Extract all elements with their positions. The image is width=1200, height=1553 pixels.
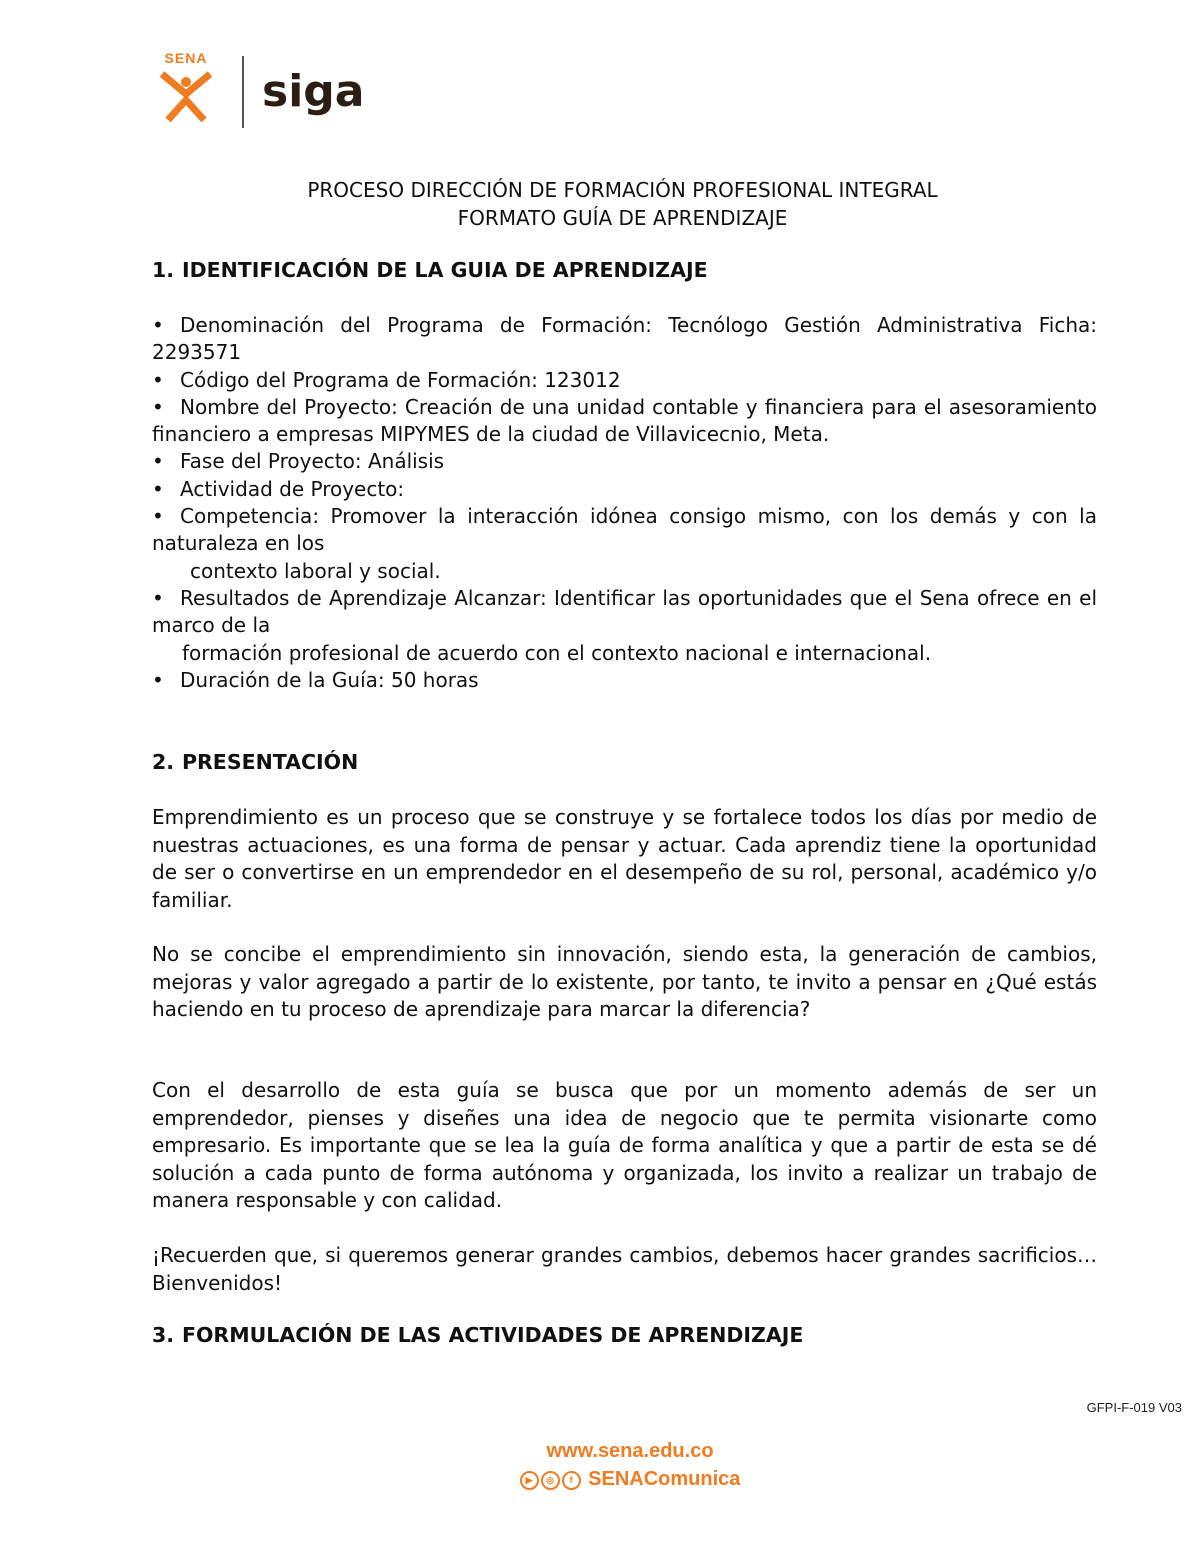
social-handle: SENAComunica	[588, 1468, 741, 1490]
list-item: • Actividad de Proyecto:	[152, 476, 1097, 503]
list-item: • Código del Programa de Formación: 123012	[152, 367, 1097, 394]
bullet-icon: •	[152, 313, 164, 337]
section-3-title: FORMULACIÓN DE LAS ACTIVIDADES DE APRENDIZAJE	[182, 1323, 804, 1347]
logo-divider	[242, 56, 244, 128]
siga-logo	[260, 68, 390, 118]
section-3-heading	[152, 1323, 803, 1347]
facebook-icon: f	[562, 1471, 581, 1490]
list-item-continuation: contexto laboral y social.	[190, 558, 441, 583]
section-2-heading	[152, 750, 358, 774]
siga-logo-text: siga	[262, 68, 365, 117]
bullet-icon: •	[152, 504, 164, 529]
section-2-title: PRESENTACIÓN	[182, 750, 359, 774]
list-item: • Denominación del Programa de Formación: Tecnólogo Gestión Administrativa Ficha: 2293571	[152, 313, 1097, 365]
title-line-1: PROCESO DIRECCIÓN DE FORMACIÓN PROFESIONAL INTEGRAL	[307, 178, 938, 202]
document-title	[150, 176, 1095, 232]
list-item-continuation: formación profesional de acuerdo con el contexto nacional e internacional.	[182, 640, 932, 665]
presentation-paragraph: ¡Recuerden que, si queremos generar grandes cambios, debemos hacer grandes sacrificios…Bienvenidos!	[152, 1243, 1097, 1295]
bullet-icon: •	[152, 367, 164, 392]
list-item: • Competencia: Promover la interacción idónea consigo mismo, con los demás y con la naturaleza en los	[152, 504, 1097, 556]
list-item: • Nombre del Proyecto: Creación de una unidad contable y financiera para el asesoramiento financiero a empresas MIPYMES de la ciudad de Villavicecnio, Meta.	[152, 394, 1097, 447]
presentation-paragraph: Con el desarrollo de esta guía se busca que por un momento además de ser un emprendedor, pienses y diseñes una idea de negocio que te permita visionarte como empresario. Es importante que se lea la guía de forma analítica y que a partir de esta se dé solución a cada punto de forma autónoma y organizada, los invito a realizar un trabajo de manera responsable y con calidad.	[152, 1078, 1097, 1212]
section-1-number: 1.	[152, 258, 175, 282]
section-3-number: 3.	[152, 1323, 175, 1347]
footer-website-link[interactable]: www.sena.edu.co	[546, 1440, 714, 1462]
identification-list	[152, 312, 1097, 694]
title-line-2: FORMATO GUÍA DE APRENDIZAJE	[457, 206, 788, 230]
presentation-paragraph: No se concibe el emprendimiento sin innovación, siendo esta, la generación de cambios, mejoras y valor agregado a partir de lo existente, por tanto, te invito a pensar en ¿Qué estás haciendo en tu proceso de aprendizaje para marcar la diferencia?	[152, 942, 1097, 1021]
youtube-icon: ▶	[520, 1471, 539, 1490]
sena-logo-icon	[150, 60, 222, 122]
presentation-paragraph: Emprendimiento es un proceso que se construye y se fortalece todos los días por medio de nuestras actuaciones, es una forma de pensar y actuar. Cada aprendiz tiene la oportunidad de ser o convertirse en un emprendedor en el desempeño de su rol, personal, académico y/o familiar.	[152, 805, 1097, 912]
footer-social	[500, 1468, 760, 1491]
instagram-icon: ◎	[541, 1471, 560, 1490]
section-1-title: IDENTIFICACIÓN DE LA GUIA DE APRENDIZAJE	[182, 258, 708, 282]
bullet-icon: •	[152, 585, 164, 610]
document-header	[150, 50, 550, 130]
bullet-icon: •	[152, 667, 164, 692]
section-2-number: 2.	[152, 750, 175, 774]
section-1-heading	[152, 258, 708, 282]
bullet-icon: •	[152, 394, 164, 419]
bullet-icon: •	[152, 449, 164, 474]
list-item: • Resultados de Aprendizaje Alcanzar: Identificar las oportunidades que el Sena ofrece en el marco de la	[152, 585, 1097, 638]
bullet-icon: •	[152, 476, 164, 501]
document-code: GFPI-F-019 V03	[1086, 1400, 1182, 1415]
list-item: • Duración de la Guía: 50 horas	[152, 667, 1097, 694]
list-item: • Fase del Proyecto: Análisis	[152, 448, 1097, 475]
sena-logo-text: SENA	[164, 50, 208, 66]
